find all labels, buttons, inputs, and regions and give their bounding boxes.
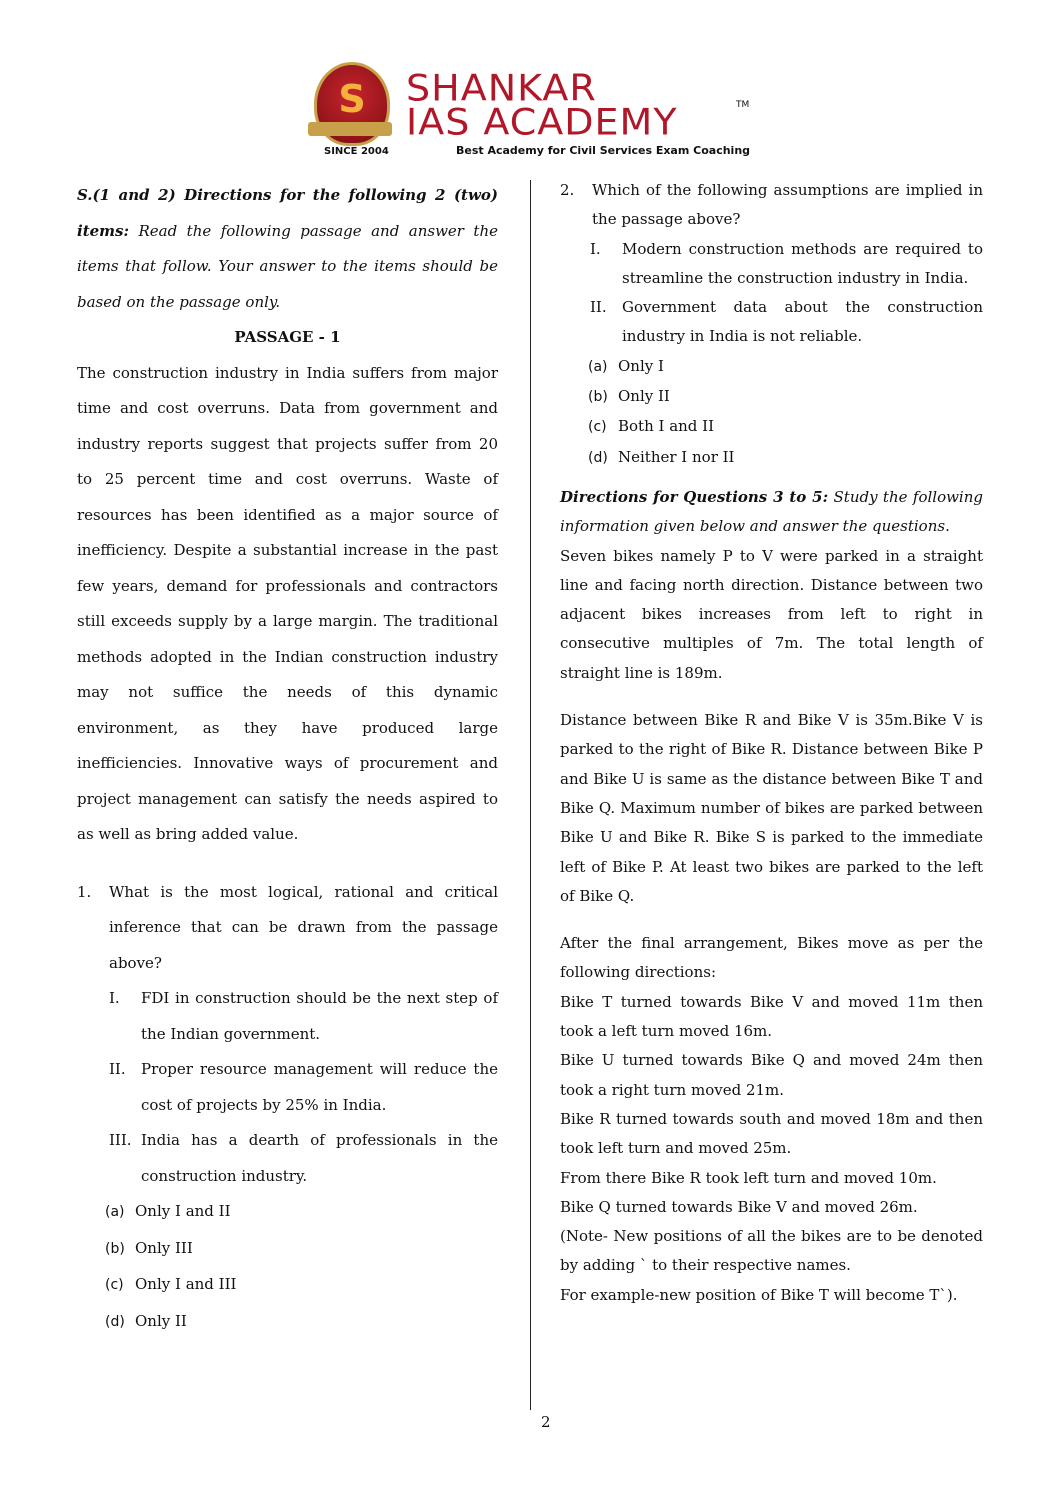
option-text: Neither I nor II (618, 447, 735, 466)
statement (590, 235, 983, 294)
option-label: (d) (588, 449, 608, 466)
statement-number: III. (109, 1131, 132, 1149)
since-label: SINCE 2004 (324, 146, 389, 157)
statement-text: India has a dearth of professionals in the construction industry. (141, 1131, 498, 1185)
directions-heading: Directions for Questions 3 to 5: (560, 487, 829, 506)
move-3: Bike R turned towards south and moved 18m and then took left turn and moved 25m. (560, 1109, 983, 1158)
passage-title: PASSAGE - 1 (234, 328, 341, 346)
option-text: Only III (135, 1238, 193, 1257)
question-number: 2. (560, 181, 575, 199)
option-label: (a) (105, 1204, 125, 1220)
option-a (588, 352, 983, 382)
brand-line-1: SHANKAR (406, 67, 597, 109)
trademark: TM (736, 100, 750, 110)
note-example: For example-new position of Bike T will become T`). (560, 1285, 958, 1304)
statement-number: I. (590, 239, 601, 258)
option-label: (a) (588, 358, 608, 375)
passage-text: The construction industry in India suffers from major time and cost overruns. Data from government and industry reports suggest that projects suffer from 20 to 25 percent time and cost overruns. Waste of resources has been identified as a major source of inefficiency. Despite a substantial increase in the past few years, demand for professionals and contractors still exceeds supply by a large margin. The traditional methods adopted in the Indian construction industry may not suffice the needs of this dynamic environment, as they have produced large inefficiencies. Innovative ways of procurement and project management can satisfy the needs aspired to as well as bring added value. (77, 363, 498, 843)
note: (Note- New positions of all the bikes are to be denoted by adding ` to their respective names. (560, 1227, 983, 1275)
page-number: 2 (541, 1413, 551, 1431)
statement-text: Modern construction methods are required to streamline the construction industry in India. (622, 239, 983, 287)
statement-text: Government data about the construction industry in India is not reliable. (622, 298, 983, 346)
option-label: (c) (588, 419, 607, 436)
option-b (588, 382, 983, 412)
brand-line-2: IAS ACADEMY (406, 101, 678, 143)
statement-number: II. (590, 298, 607, 317)
question-text: What is the most logical, rational and critical inference that can be drawn from the passage above? (109, 882, 498, 972)
directions-text: Read the following passage and answer the items that follow. Your answer to the items should be based on the passage only. (77, 221, 498, 311)
option-a (105, 1194, 498, 1231)
right-column (560, 176, 983, 1310)
question-2 (560, 176, 983, 235)
question-number: 1. (77, 882, 92, 901)
option-d (105, 1304, 498, 1341)
option-c (105, 1267, 498, 1304)
statement-number: II. (109, 1060, 126, 1078)
statement-text: FDI in construction should be the next step of the Indian government. (141, 989, 498, 1043)
move-5: Bike Q turned towards Bike V and moved 26m. (560, 1197, 918, 1216)
move-2: Bike U turned towards Bike Q and moved 24m then took a right turn moved 21m. (560, 1051, 983, 1099)
statement-text: Proper resource management will reduce the cost of projects by 25% in India. (141, 1060, 498, 1114)
option-label: (b) (105, 1240, 125, 1257)
option-text: Only II (618, 387, 670, 406)
option-c (588, 412, 983, 442)
question-1 (77, 875, 498, 982)
paragraph-1: Seven bikes namely P to V were parked in a straight line and facing north direction. Distance between two adjacent bikes increases from left to right in consecutive multiples of 7m. The total length of straight line is 189m. (560, 546, 983, 682)
directions-3-5 (560, 483, 983, 542)
option-text: Only II (135, 1311, 187, 1330)
left-column (77, 178, 498, 1340)
tagline: Best Academy for Civil Services Exam Coaching (456, 144, 751, 157)
option-label: (c) (105, 1277, 124, 1293)
directions-heading: S.(1 and 2) Directions for the following 2 (two) items: (77, 186, 498, 240)
option-label: (d) (105, 1313, 125, 1330)
move-4: From there Bike R took left turn and moved 10m. (560, 1168, 937, 1187)
directions (77, 178, 498, 320)
option-text: Only I (618, 356, 664, 375)
statement (109, 1123, 498, 1194)
option-text: Only I and III (135, 1275, 237, 1293)
statement (590, 293, 983, 352)
option-label: (b) (588, 389, 608, 406)
directions-text: Study the following information given below and answer the questions. (560, 487, 983, 536)
paragraph-2: Distance between Bike R and Bike V is 35m.Bike V is parked to the right of Bike R. Distance between Bike P and Bike U is same as the distance between Bike T and Bike Q. Maximum number of bikes are parked between Bike U and Bike R. Bike S is parked to the immediate left of Bike P. At least two bikes are parked to the left of Bike Q. (560, 711, 983, 905)
ribbon-decoration (308, 122, 392, 136)
emblem-letter: S (338, 77, 366, 121)
paragraph-3: After the final arrangement, Bikes move as per the following directions: (560, 934, 983, 982)
statement-number: I. (109, 989, 120, 1007)
statement (109, 1052, 498, 1123)
option-text: Only I and II (135, 1202, 231, 1220)
statement (109, 981, 498, 1052)
option-d (588, 443, 983, 473)
column-divider (530, 180, 531, 1410)
academy-logo (308, 60, 758, 162)
option-b (105, 1231, 498, 1268)
move-1: Bike T turned towards Bike V and moved 11m then took a left turn moved 16m. (560, 992, 983, 1041)
option-text: Both I and II (618, 417, 715, 436)
question-text: Which of the following assumptions are implied in the passage above? (592, 181, 983, 229)
